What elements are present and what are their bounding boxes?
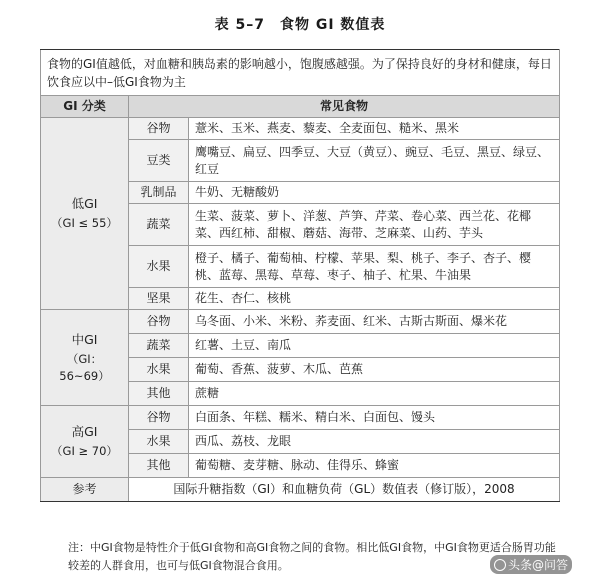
group-name: 中GI [71, 331, 98, 347]
subcategory: 谷物 [129, 118, 189, 140]
food-list: 红薯、土豆、南瓜 [189, 334, 560, 358]
header-category: GI 分类 [41, 96, 129, 118]
subcategory: 坚果 [129, 288, 189, 310]
gi-table [40, 49, 560, 502]
intro-text: 食物的GI值越低，对血糖和胰岛素的影响越小，饱腹感越强。为了保持良好的身材和健康，每日饮食应以中–低GI食物为主 [41, 50, 560, 96]
food-list: 鹰嘴豆、扁豆、四季豆、大豆（黄豆）、豌豆、毛豆、黑豆、绿豆、红豆 [189, 140, 560, 182]
subcategory: 水果 [129, 430, 189, 454]
subcategory: 蔬菜 [129, 204, 189, 246]
reference-label: 参考 [41, 478, 129, 502]
food-list: 牛奶、无糖酸奶 [189, 182, 560, 204]
food-list: 橙子、橘子、葡萄柚、柠檬、苹果、梨、桃子、李子、杏子、樱桃、蓝莓、黑莓、草莓、枣子、柚子、杧果、牛油果 [189, 246, 560, 288]
food-list: 蔗糖 [189, 382, 560, 406]
header-foods: 常见食物 [129, 96, 560, 118]
group-medium-gi [41, 310, 129, 406]
subcategory: 谷物 [129, 310, 189, 334]
subcategory: 豆类 [129, 140, 189, 182]
table-row [41, 406, 560, 430]
group-low-gi [41, 118, 129, 310]
group-range: （GI ≤ 55） [51, 216, 118, 230]
subcategory: 其他 [129, 382, 189, 406]
food-list: 葡萄、香蕉、菠萝、木瓜、芭蕉 [189, 358, 560, 382]
table-title: 表 5–7 食物 GI 数值表 [214, 17, 386, 33]
food-list: 薏米、玉米、燕麦、藜麦、全麦面包、糙米、黑米 [189, 118, 560, 140]
subcategory: 水果 [129, 246, 189, 288]
group-name: 高GI [71, 424, 98, 439]
group-name: 低GI [71, 196, 98, 211]
subcategory: 蔬菜 [129, 334, 189, 358]
food-list: 西瓜、荔枝、龙眼 [189, 430, 560, 454]
subcategory: 水果 [129, 358, 189, 382]
subcategory: 乳制品 [129, 182, 189, 204]
food-list: 生菜、菠菜、萝卜、洋葱、芦笋、芹菜、卷心菜、西兰花、花椰菜、西红柿、甜椒、蘑菇、海带、芝麻菜、山药、芋头 [189, 204, 560, 246]
table-row [41, 310, 560, 334]
intro-row [41, 50, 560, 96]
group-range: （GI：56~69） [59, 351, 110, 383]
food-list: 白面条、年糕、糯米、精白米、白面包、馒头 [189, 406, 560, 430]
subcategory: 谷物 [129, 406, 189, 430]
watermark [490, 555, 572, 574]
reference-text: 国际升糖指数（GI）和血糖负荷（GL）数值表（修订版），2008 [129, 478, 560, 502]
footnote: 注：中GI食物是特性介于低GI食物和高GI食物之间的食物。相比低GI食物，中GI食物更适合肠胃功能较差的人群食用，也可与低GI食物混合食用。 [68, 541, 556, 572]
watermark-text: 头条@问答 [508, 558, 569, 572]
food-list: 葡萄糖、麦芽糖、脉动、佳得乐、蜂蜜 [189, 454, 560, 478]
table-row [41, 118, 560, 140]
watermark-logo-icon [494, 559, 506, 571]
reference-row [41, 478, 560, 502]
food-list: 乌冬面、小米、米粉、荞麦面、红米、古斯古斯面、爆米花 [189, 310, 560, 334]
food-list: 花生、杏仁、核桃 [189, 288, 560, 310]
group-high-gi [41, 406, 129, 478]
header-row [41, 96, 560, 118]
subcategory: 其他 [129, 454, 189, 478]
group-range: （GI ≥ 70） [51, 444, 118, 458]
